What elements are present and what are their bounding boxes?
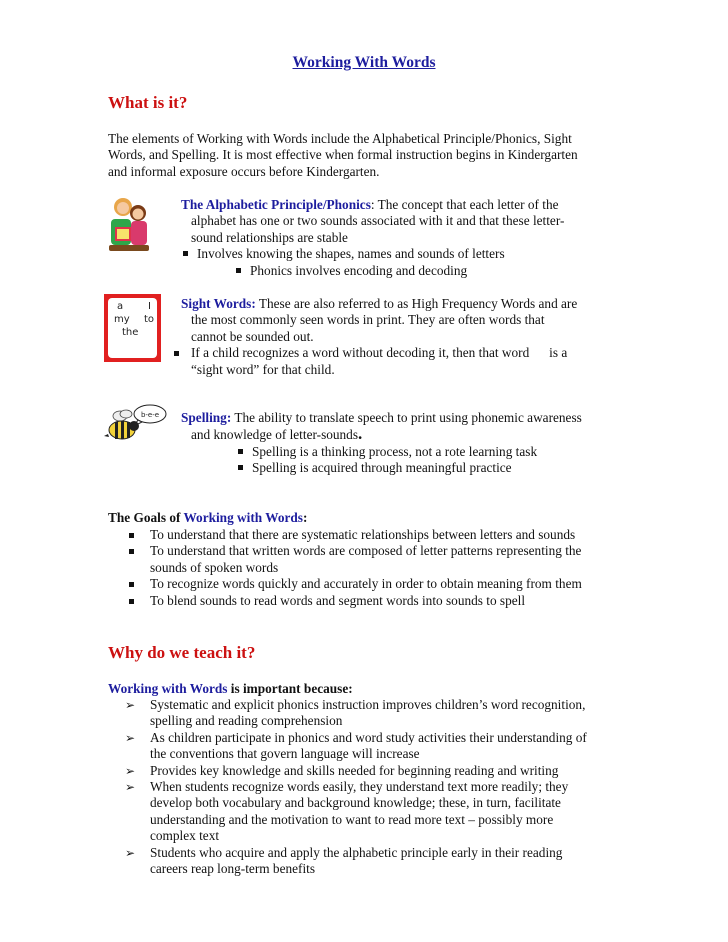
phonics-text: alphabet has one or two sounds associated with it and that these letter- [191, 213, 565, 229]
card-word: my [114, 314, 130, 325]
phonics-sub-bullet: Phonics involves encoding and decoding [181, 263, 621, 279]
list-item: ➢ Provides key knowledge and skills needed for beginning reading and writing [108, 763, 628, 779]
phonics-text: sound relationships are stable [191, 229, 348, 245]
card-word: the [122, 327, 139, 338]
list-item: To understand that written words are composed of letter patterns representing the sounds of spoken words [108, 543, 628, 576]
spelling-text: The ability to translate speech to print using phonemic awareness [231, 410, 582, 425]
sight-words-text: These are also referred to as High Frequency Words and are [255, 296, 578, 311]
list-item: To blend sounds to read words and segment words into sounds to spell [108, 593, 628, 609]
phonics-label: The Alphabetic Principle/Phonics [181, 197, 371, 212]
phonics-section [181, 197, 621, 279]
goals-heading: The Goals of Working with Words: [108, 510, 308, 525]
list-item: ➢ As children participate in phonics and word study activities their understanding of the conventions that govern language will increase [108, 730, 628, 763]
square-bullet-icon [236, 268, 241, 273]
list-item: To understand that there are systematic relationships between letters and sounds [108, 527, 628, 543]
intro-line: and informal exposure occurs before Kindergarten. [108, 163, 380, 179]
list-item: ➢ Students who acquire and apply the alphabetic principle early in their reading careers reap long-term benefits [108, 845, 628, 878]
spelling-label: Spelling: [181, 410, 232, 425]
square-bullet-icon [238, 465, 243, 470]
what-is-it-heading: What is it? [108, 93, 188, 112]
why-heading: Why do we teach it? [108, 643, 256, 662]
spelling-section [181, 410, 631, 477]
list-item: To recognize words quickly and accurately in order to obtain meaning from them [108, 576, 628, 592]
list-item: ➢ When students recognize words easily, they understand text more readily; they develop both vocabulary and background knowledge; these, in turn, facilitate understanding and the motivation to want to read more text – possibly more complex text [108, 779, 628, 845]
sight-words-text: the most commonly seen words in print. They are often words that [191, 312, 545, 328]
goals-list [108, 527, 628, 609]
list-item: ➢ Systematic and explicit phonics instruction improves children’s word recognition, spelling and reading comprehension [108, 697, 628, 730]
children-reading-illustration [105, 193, 153, 255]
bee-bubble-text: b-e-e [140, 411, 160, 419]
card-word: a [117, 301, 124, 312]
square-bullet-icon [183, 251, 188, 256]
square-bullet-icon [174, 351, 179, 356]
card-word: to [143, 314, 154, 325]
sight-words-label: Sight Words: [181, 296, 256, 311]
phonics-text: : The concept that each letter of the [370, 197, 559, 212]
card-word: I [148, 301, 151, 312]
intro-line: The elements of Working with Words include the Alphabetical Principle/Phonics, Sight [108, 131, 572, 146]
intro-line: Words, and Spelling. It is most effective when formal instruction begins in Kindergarten [108, 147, 578, 163]
spelling-bullet: Spelling is a thinking process, not a rote learning task [181, 444, 631, 460]
square-bullet-icon [238, 449, 243, 454]
spelling-bullet: Spelling is acquired through meaningful practice [181, 460, 631, 476]
why-list [108, 697, 628, 877]
page-title: Working With Words [292, 54, 436, 71]
sight-words-text: cannot be sounded out. [191, 328, 314, 344]
why-lead: Working with Words is important because: [108, 681, 353, 696]
sight-words-bullet: If a child recognizes a word without decoding it, then that word is a [181, 345, 631, 361]
sight-words-card [104, 294, 161, 362]
phonics-bullet: Involves knowing the shapes, names and sounds of letters [181, 246, 621, 262]
sight-words-section [181, 296, 631, 378]
bee-spelling-illustration [104, 396, 168, 448]
sight-words-text: “sight word” for that child. [191, 361, 335, 377]
intro-paragraph [108, 131, 628, 180]
spelling-text: and knowledge of letter-sounds. [191, 424, 363, 444]
